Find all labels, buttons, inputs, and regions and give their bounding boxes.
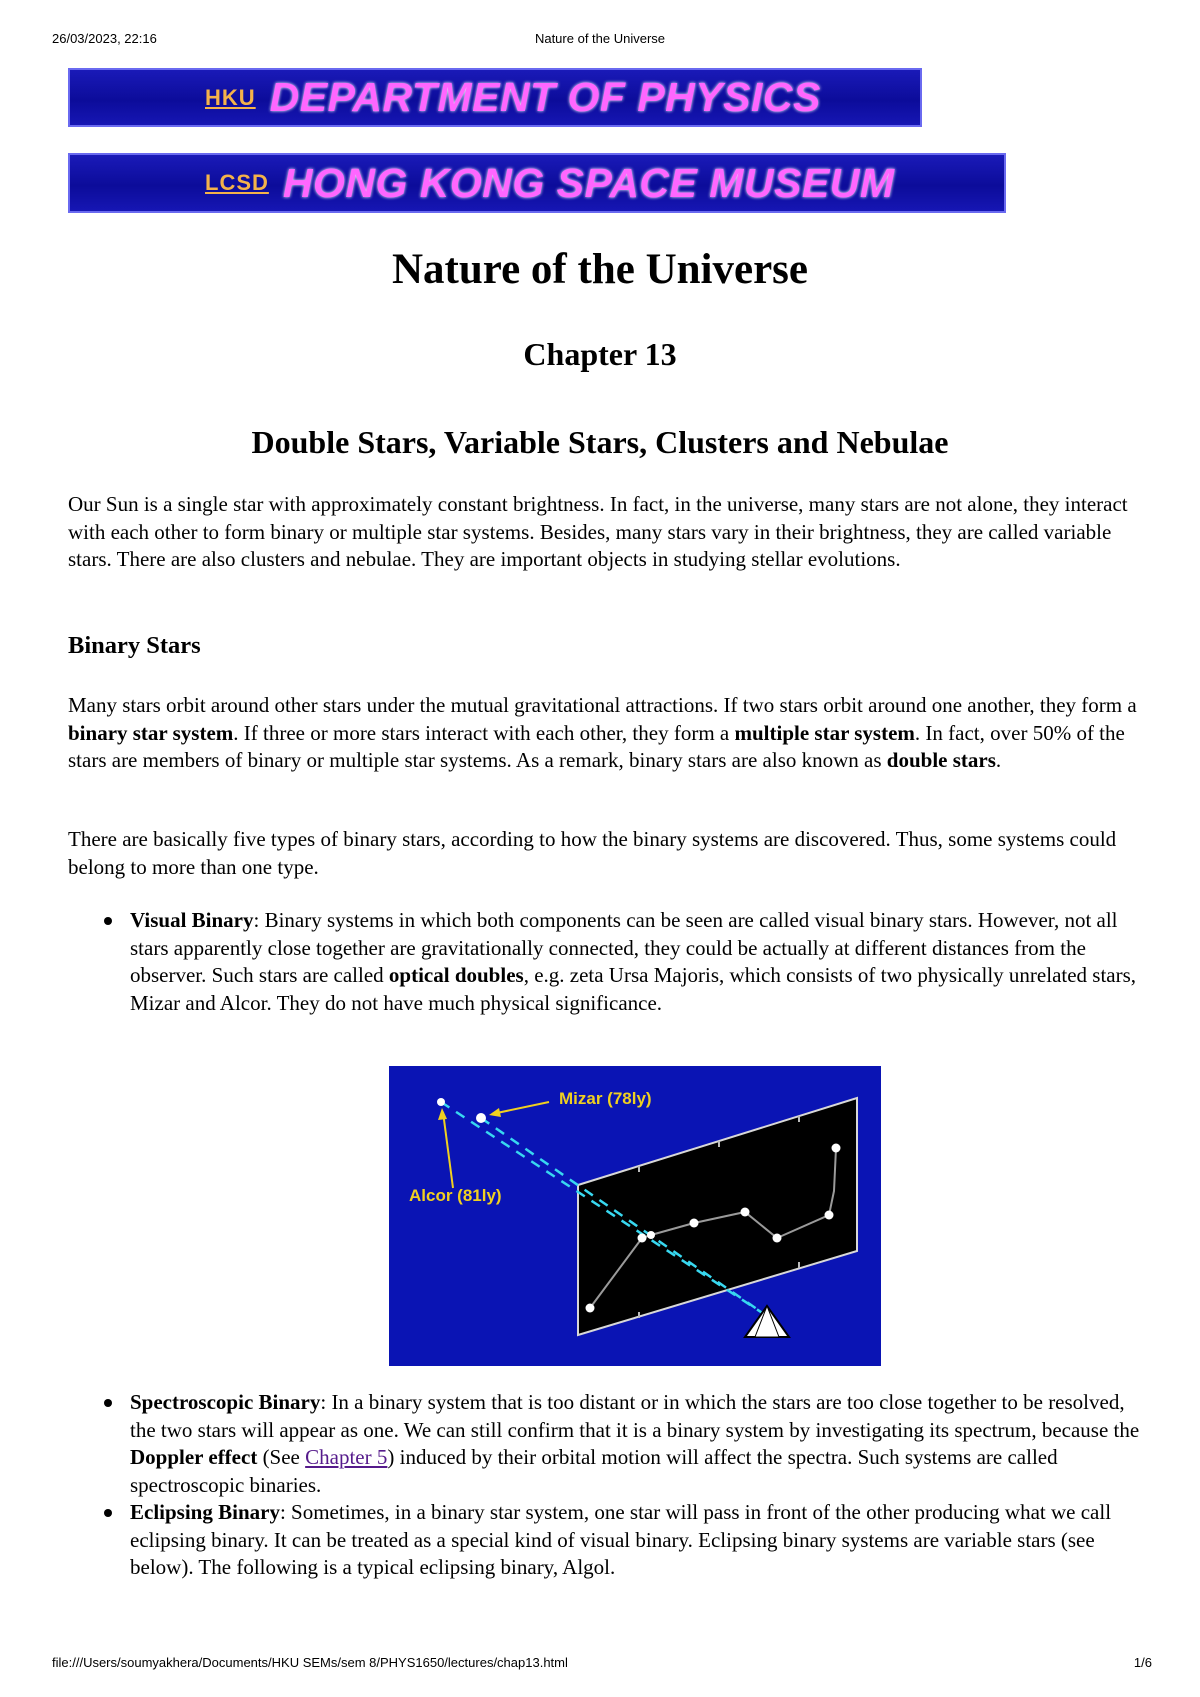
list-item-visual-binary (0, 907, 1150, 1017)
star (832, 1144, 841, 1153)
binary-types-list (0, 907, 1200, 1017)
space-museum-banner (68, 153, 1006, 213)
bullet-icon (104, 1509, 112, 1517)
binary-stars-heading: Binary Stars (68, 632, 201, 659)
print-page-number: 1/6 (1133, 1655, 1152, 1670)
text-span: (See (257, 1445, 306, 1469)
star (647, 1231, 655, 1239)
banner-text: DEPARTMENT OF PHYSICS (269, 74, 821, 120)
star (825, 1211, 834, 1220)
term-multiple-star-system: multiple star system (734, 720, 915, 745)
binary-types-list-continued (0, 1389, 1200, 1582)
print-url: file:///Users/soumyakhera/Documents/HKU SEMs/sem 8/PHYS1650/lectures/chap13.html (52, 1655, 568, 1670)
text-span: . If three or more stars interact with each other, they form a (233, 720, 735, 745)
list-item-spectroscopic-binary (0, 1389, 1150, 1499)
text-span: ) induced by their orbital motion will affect the spectra. Such systems are called spectroscopic binaries. (130, 1445, 1058, 1497)
text-span: , e.g. zeta Ursa Majoris, which consists of two physically unrelated stars, Mizar and Alcor. They do not have much physical significance. (130, 963, 1137, 1015)
binary-paragraph-2: There are basically five types of binary stars, according to how the binary systems are discovered. Thus, some systems could belong to more than one type. (68, 827, 1117, 879)
text-span: . (995, 748, 1002, 772)
list-item-eclipsing-binary (0, 1499, 1150, 1582)
hku-physics-banner (68, 68, 922, 127)
banner-abbr: HKU (205, 84, 256, 110)
chapter-heading: Chapter 13 (523, 336, 677, 372)
chapter-5-link[interactable]: Chapter 5 (305, 1445, 388, 1469)
star (690, 1219, 699, 1228)
term-binary-star-system: binary star system (68, 720, 234, 745)
term-doppler-effect: Doppler effect (130, 1445, 258, 1469)
banner-text: HONG KONG SPACE MUSEUM (282, 159, 895, 206)
mizar-label: Mizar (78ly) (559, 1089, 652, 1108)
print-header (0, 31, 1200, 51)
mizar-star (476, 1113, 486, 1123)
term-spectroscopic-binary: Spectroscopic Binary (130, 1390, 321, 1414)
bullet-icon (104, 917, 112, 925)
star (638, 1234, 647, 1243)
print-page-title: Nature of the Universe (534, 31, 666, 46)
intro-paragraph: Our Sun is a single star with approximately constant brightness. In fact, in the universe, many stars are not alone, they interact with each other to form binary or multiple star systems. Besides, many stars vary in their brightness, they are called variable stars. There are also clusters and nebulae. They are important objects in studying stellar evolutions. (68, 492, 1128, 571)
binary-paragraph-1 (68, 692, 1148, 775)
print-timestamp: 26/03/2023, 22:16 (52, 31, 157, 46)
alcor-label: Alcor (81ly) (409, 1186, 502, 1205)
bullet-icon (104, 1399, 112, 1407)
text-span: Many stars orbit around other stars under the mutual gravitational attractions. If two stars orbit around one another, they form a (68, 693, 1137, 717)
mizar-alcor-diagram (389, 1066, 881, 1366)
chapter-subtitle: Double Stars, Variable Stars, Clusters and Nebulae (251, 424, 949, 460)
text-span: : Sometimes, in a binary star system, one star will pass in front of the other producing what we call eclipsing binary. It can be treated as a special kind of visual binary. Eclipsing binary systems are variable stars (see below). The following is a typical eclipsing binary, Algol. (130, 1500, 1112, 1579)
alcor-star (437, 1098, 445, 1106)
text-span: : In a binary system that is too distant or in which the stars are too close together to be resolved, the two stars will appear as one. We can still confirm that it is a binary system by investigating its spectrum, because the (130, 1390, 1140, 1442)
banner-abbr: LCSD (205, 170, 269, 195)
text-span: . In fact, over 50% of the stars are members of binary or multiple star systems. As a remark, binary stars are also known as (68, 720, 1125, 772)
term-double-stars: double stars (886, 748, 996, 772)
text-span: : Binary systems in which both components can be seen are called visual binary stars. However, not all stars apparently close together are gravitationally connected, they could be actually at different distances from the observer. Such stars are called (130, 908, 1118, 987)
term-optical-doubles: optical doubles (388, 963, 524, 987)
star (586, 1304, 595, 1313)
page-title: Nature of the Universe (392, 246, 808, 293)
star (773, 1234, 782, 1243)
term-visual-binary: Visual Binary (130, 908, 254, 932)
star (741, 1208, 750, 1217)
term-eclipsing-binary: Eclipsing Binary (130, 1500, 280, 1524)
